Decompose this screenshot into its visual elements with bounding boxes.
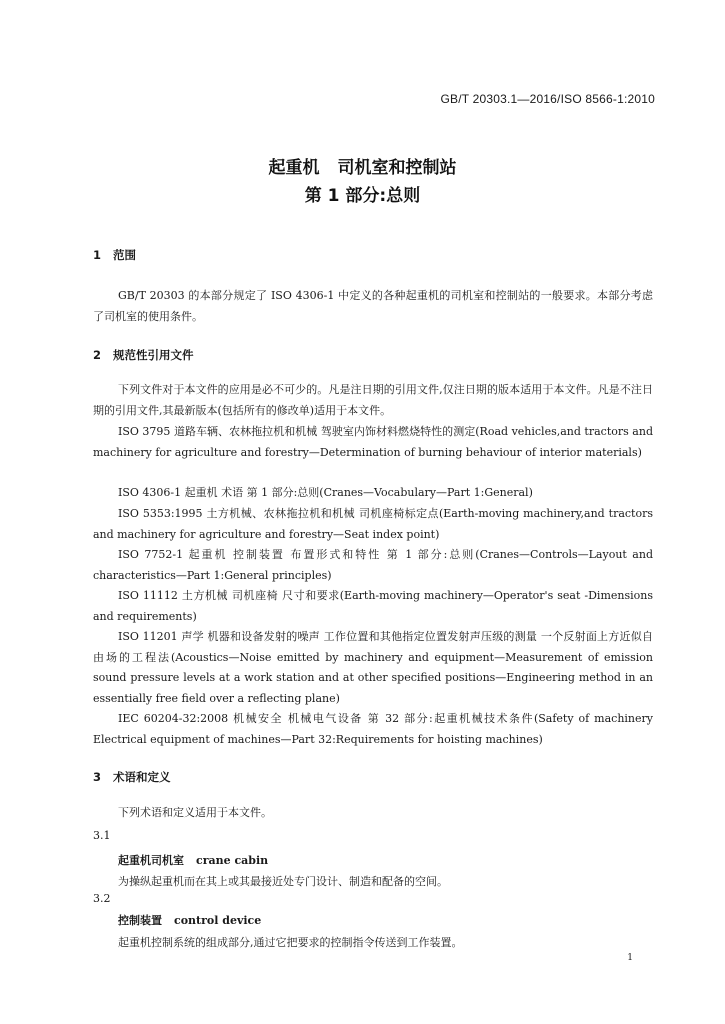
section-title: 术语和定义 — [113, 770, 171, 784]
section-title: 规范性引用文件 — [113, 348, 194, 362]
term-entry — [118, 852, 268, 868]
title-part-b: 司机室和控制站 — [337, 158, 457, 178]
reference-item: ISO 4306-1 起重机 术语 第 1 部分:总则(Cranes—Vocabulary—Part 1:General) — [118, 486, 533, 499]
document-title-line2: 第 1 部分:总则 — [304, 186, 421, 206]
section-2-intro: 下列文件对于本文件的应用是必不可少的。凡是注日期的引用文件,仅注日期的版本适用于本文件。凡是不注日期的引用文件,其最新版本(包括所有的修改单)适用于本文件。 — [93, 383, 653, 417]
reference-item: ISO 5353:1995 土方机械、农林拖拉机和机械 司机座椅标定点(Earth-moving machinery,and tractors and machinery for agriculture and forestry—Seat index point) — [93, 507, 653, 541]
section-2-heading — [93, 347, 194, 363]
term-zh: 控制装置 — [118, 914, 162, 927]
term-zh: 起重机司机室 — [118, 854, 184, 867]
term-entry — [118, 912, 261, 928]
term-definition: 为操纵起重机而在其上或其最接近处专门设计、制造和配备的空间。 — [118, 875, 448, 888]
reference-item: IEC 60204-32:2008 机械安全 机械电气设备 第 32 部分:起重机械技术条件(Safety of machinery Electrical equipment of machines—Part 32:Requirements for hoisting machines) — [93, 712, 653, 746]
reference-item: ISO 7752-1 起重机 控制装置 布置形式和特性 第 1 部分:总则(Cranes—Controls—Layout and characteristics—Part 1:General principles) — [93, 548, 653, 582]
section-number: 2 — [93, 348, 102, 362]
reference-item: ISO 3795 道路车辆、农林拖拉机和机械 驾驶室内饰材料燃烧特性的测定(Road vehicles,and tractors and machinery for agriculture and forestry—Determination of burning behaviour of interior materials) — [93, 425, 653, 459]
term-definition: 起重机控制系统的组成部分,通过它把要求的控制指令传送到工作装置。 — [118, 936, 463, 949]
page-number: 1 — [627, 953, 633, 963]
reference-item: ISO 11112 土方机械 司机座椅 尺寸和要求(Earth-moving machinery—Operator's seat -Dimensions and requirements) — [93, 589, 653, 623]
section-number: 3 — [93, 770, 102, 784]
standard-number-header: GB/T 20303.1—2016/ISO 8566-1:2010 — [440, 92, 655, 106]
term-number: 3.2 — [93, 892, 111, 905]
section-3-heading — [93, 769, 171, 785]
section-1-paragraph: GB/T 20303 的本部分规定了 ISO 4306-1 中定义的各种起重机的司机室和控制站的一般要求。本部分考虑了司机室的使用条件。 — [93, 289, 653, 323]
title-part-a: 起重机 — [268, 158, 320, 178]
document-title-line1 — [0, 153, 725, 178]
reference-item: ISO 11201 声学 机器和设备发射的噪声 工作位置和其他指定位置发射声压级的测量 一个反射面上方近似自由场的工程法(Acoustics—Noise emitted by machinery and equipment—Measurement of emission sound pressure levels at a work station and at other specified positions—Engineering method in an essentially free field over a reflecting plane) — [93, 630, 653, 705]
section-1-heading — [93, 247, 136, 263]
term-number: 3.1 — [93, 829, 111, 842]
term-en: crane cabin — [196, 854, 269, 867]
section-number: 1 — [93, 248, 102, 262]
section-title: 范围 — [113, 248, 136, 262]
term-en: control device — [174, 914, 262, 927]
section-3-intro: 下列术语和定义适用于本文件。 — [118, 806, 272, 819]
